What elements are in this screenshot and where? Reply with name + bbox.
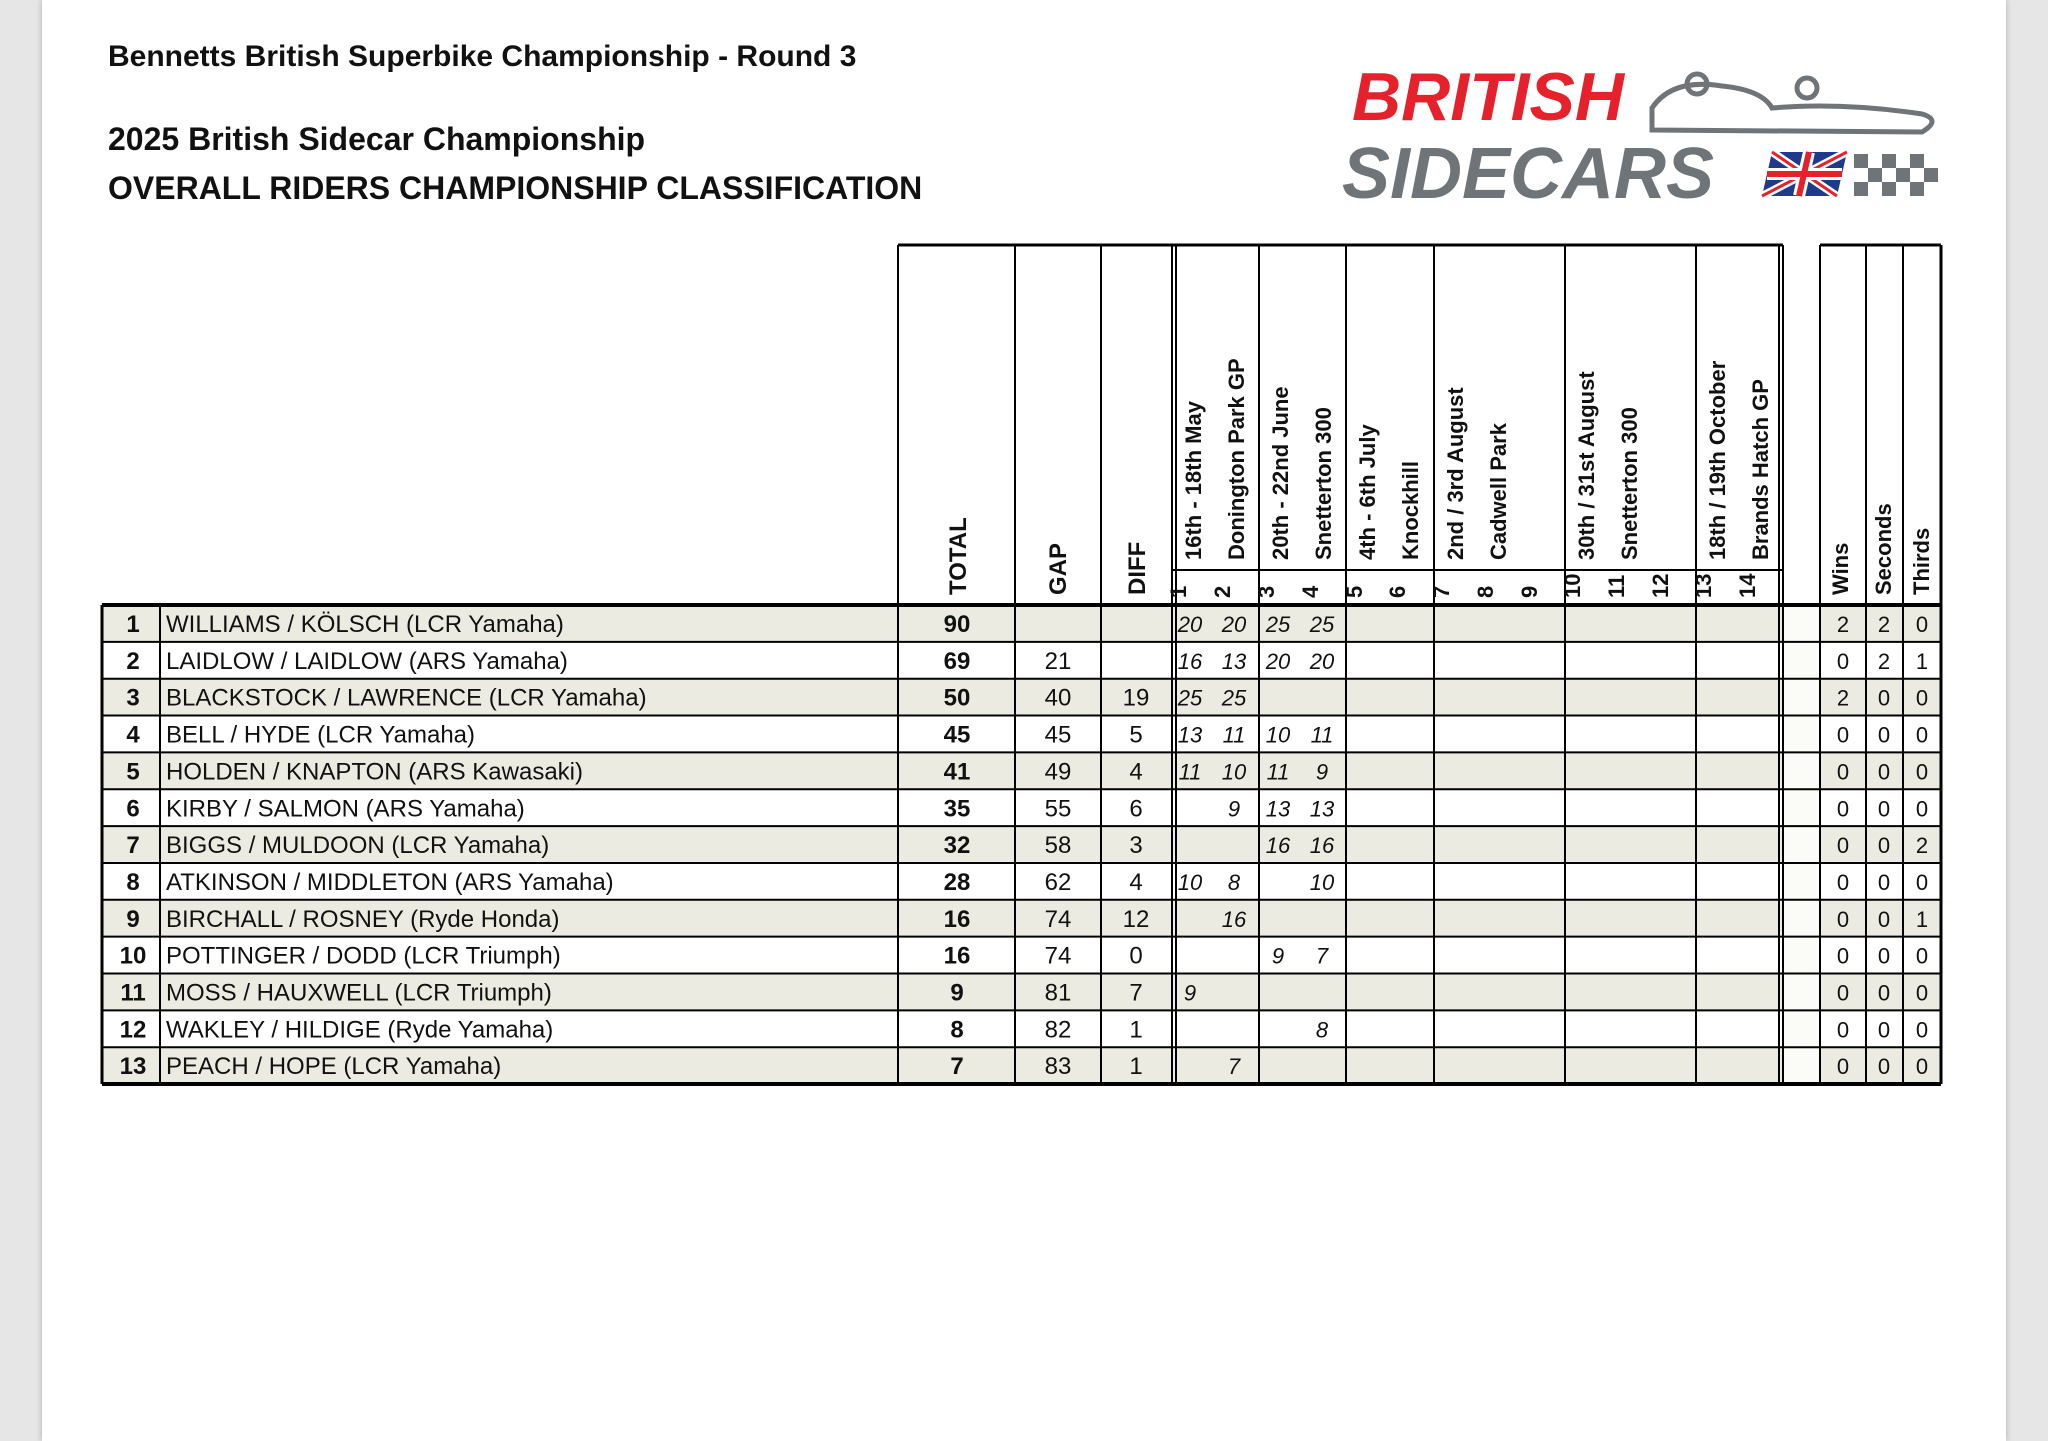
row-thirds: 0 <box>1915 759 1929 785</box>
row-diff: 12 <box>1122 905 1150 933</box>
race-points: 9 <box>1183 980 1197 1006</box>
row-total: 28 <box>943 868 971 896</box>
race-number: 11 <box>1604 574 1629 598</box>
header-total: TOTAL <box>945 517 972 595</box>
row-gap: 81 <box>1044 979 1072 1007</box>
race-points: 25 <box>1309 612 1335 637</box>
row-total: 9 <box>950 979 964 1007</box>
row-diff: 7 <box>1129 979 1143 1007</box>
row-diff: 1 <box>1129 1016 1143 1044</box>
race-points: 16 <box>1265 833 1291 859</box>
row-wins: 2 <box>1836 612 1850 637</box>
row-diff: 5 <box>1129 721 1143 749</box>
row-diff: 4 <box>1129 758 1143 786</box>
race-points: 11 <box>1222 722 1246 748</box>
header-gap: GAP <box>1045 542 1072 595</box>
row-wins: 0 <box>1836 648 1850 674</box>
row-name: WAKLEY / HILDIGE (Ryde Yamaha) <box>166 1016 554 1044</box>
row-name: BIRCHALL / ROSNEY (Ryde Honda) <box>166 905 560 933</box>
round-venue: Cadwell Park <box>1486 423 1511 560</box>
race-points: 16 <box>1309 833 1335 859</box>
race-number: 7 <box>1429 585 1454 598</box>
row-name: MOSS / HAUXWELL (LCR Triumph) <box>166 979 552 1007</box>
row-thirds: 0 <box>1915 612 1929 637</box>
row-name: LAIDLOW / LAIDLOW (ARS Yamaha) <box>166 647 568 675</box>
row-position: 5 <box>126 758 140 786</box>
row-position: 2 <box>126 647 140 675</box>
row-total: 90 <box>943 611 971 638</box>
race-number: 4 <box>1298 585 1323 598</box>
row-thirds: 2 <box>1915 833 1929 859</box>
row-seconds: 0 <box>1877 759 1891 785</box>
row-diff: 1 <box>1129 1053 1143 1081</box>
race-points: 8 <box>1315 1017 1329 1043</box>
race-points: 11 <box>1266 759 1290 785</box>
row-position: 7 <box>126 832 140 860</box>
row-seconds: 0 <box>1877 722 1891 748</box>
round-venue: Snetterton 300 <box>1311 407 1336 560</box>
race-number: 13 <box>1691 573 1716 598</box>
row-gap: 21 <box>1044 647 1072 675</box>
race-points: 11 <box>1310 722 1334 748</box>
row-diff: 4 <box>1129 868 1143 896</box>
row-total: 16 <box>943 905 971 933</box>
row-wins: 0 <box>1836 943 1850 969</box>
row-name: PEACH / HOPE (LCR Yamaha) <box>166 1053 502 1081</box>
row-name: KIRBY / SALMON (ARS Yamaha) <box>166 795 525 823</box>
race-points: 16 <box>1221 906 1247 932</box>
race-points: 10 <box>1265 722 1291 748</box>
race-points: 25 <box>1177 685 1203 711</box>
logo-line1: BRITISH <box>1352 68 1624 135</box>
header-seconds: Seconds <box>1871 503 1896 595</box>
row-wins: 0 <box>1836 869 1850 895</box>
row-seconds: 0 <box>1877 796 1891 822</box>
row-gap: 55 <box>1044 795 1072 823</box>
round-date: 16th - 18th May <box>1181 401 1206 560</box>
separator-column <box>1783 605 1820 1084</box>
race-number: 3 <box>1254 585 1279 598</box>
header-wins: Wins <box>1828 542 1853 595</box>
championship-title: 2025 British Sidecar Championship <box>108 121 646 157</box>
round-venue: Knockhill <box>1398 460 1423 560</box>
row-diff: 3 <box>1129 832 1143 860</box>
row-total: 8 <box>950 1016 964 1044</box>
race-points: 9 <box>1271 943 1285 969</box>
race-points: 20 <box>1177 612 1203 637</box>
row-total: 16 <box>943 942 971 970</box>
race-points: 25 <box>1221 685 1247 711</box>
row-position: 8 <box>126 868 140 896</box>
row-total: 7 <box>950 1053 964 1081</box>
row-total: 50 <box>943 684 971 712</box>
race-number: 9 <box>1517 585 1542 598</box>
event-title: Bennetts British Superbike Championship - Round 3 <box>108 40 857 73</box>
row-total: 69 <box>943 647 971 675</box>
classification-title: OVERALL RIDERS CHAMPIONSHIP CLASSIFICATION <box>108 170 923 206</box>
row-total: 45 <box>943 721 971 749</box>
round-date: 20th - 22nd June <box>1268 386 1293 560</box>
race-number: 14 <box>1735 573 1760 598</box>
header-diff: DIFF <box>1124 541 1151 595</box>
race-points: 13 <box>1265 796 1291 822</box>
row-name: BLACKSTOCK / LAWRENCE (LCR Yamaha) <box>166 684 647 712</box>
row-gap: 74 <box>1044 905 1072 933</box>
row-wins: 2 <box>1836 685 1850 711</box>
round-date: 30th / 31st August <box>1574 371 1599 560</box>
row-name: HOLDEN / KNAPTON (ARS Kawasaki) <box>166 758 583 786</box>
race-points: 8 <box>1227 869 1241 895</box>
row-thirds: 1 <box>1915 648 1929 674</box>
row-seconds: 0 <box>1877 869 1891 895</box>
row-position: 6 <box>126 795 140 823</box>
row-gap: 83 <box>1044 1053 1072 1081</box>
row-wins: 0 <box>1836 906 1850 932</box>
race-points: 9 <box>1315 759 1329 785</box>
row-position: 9 <box>126 905 140 933</box>
race-points: 9 <box>1227 796 1241 822</box>
race-points: 7 <box>1315 943 1329 969</box>
row-thirds: 0 <box>1915 869 1929 895</box>
row-thirds: 0 <box>1915 1017 1929 1043</box>
row-seconds: 2 <box>1877 648 1891 674</box>
row-position: 3 <box>126 684 140 712</box>
header-thirds: Thirds <box>1909 527 1934 595</box>
race-points: 10 <box>1177 869 1203 895</box>
race-points: 20 <box>1265 648 1291 674</box>
row-name: BIGGS / MULDOON (LCR Yamaha) <box>166 832 550 860</box>
row-wins: 0 <box>1836 1017 1850 1043</box>
row-position: 1 <box>126 611 140 638</box>
row-wins: 0 <box>1836 980 1850 1006</box>
row-thirds: 1 <box>1915 906 1929 932</box>
race-points: 20 <box>1309 648 1335 674</box>
row-wins: 0 <box>1836 1054 1850 1080</box>
row-name: POTTINGER / DODD (LCR Triumph) <box>166 942 561 970</box>
row-seconds: 0 <box>1877 943 1891 969</box>
row-total: 41 <box>943 758 971 786</box>
row-thirds: 0 <box>1915 685 1929 711</box>
row-wins: 0 <box>1836 722 1850 748</box>
row-position: 4 <box>126 721 140 749</box>
row-wins: 0 <box>1836 796 1850 822</box>
race-points: 7 <box>1227 1054 1241 1080</box>
row-thirds: 0 <box>1915 722 1929 748</box>
logo-line2: SIDECARS <box>1342 134 1715 214</box>
row-thirds: 0 <box>1915 796 1929 822</box>
race-number: 2 <box>1210 585 1235 598</box>
row-seconds: 0 <box>1877 980 1891 1006</box>
race-points: 13 <box>1309 796 1335 822</box>
row-seconds: 0 <box>1877 1054 1891 1080</box>
row-total: 35 <box>943 795 971 823</box>
round-venue: Snetterton 300 <box>1617 407 1642 560</box>
round-date: 4th - 6th July <box>1355 424 1380 560</box>
row-diff: 0 <box>1129 942 1143 970</box>
round-venue: Donington Park GP <box>1224 358 1249 560</box>
row-position: 11 <box>120 979 146 1007</box>
race-points: 13 <box>1221 648 1247 674</box>
row-diff: 6 <box>1129 795 1143 823</box>
row-name: ATKINSON / MIDDLETON (ARS Yamaha) <box>166 868 614 896</box>
row-gap: 45 <box>1044 721 1072 749</box>
row-seconds: 0 <box>1877 1017 1891 1043</box>
row-seconds: 0 <box>1877 685 1891 711</box>
row-position: 12 <box>119 1016 147 1044</box>
row-gap: 58 <box>1044 832 1072 860</box>
race-number: 1 <box>1166 585 1191 598</box>
race-number: 8 <box>1473 585 1498 598</box>
race-points: 10 <box>1221 759 1247 785</box>
round-date: 2nd / 3rd August <box>1443 387 1468 560</box>
race-number: 10 <box>1560 573 1585 598</box>
race-points: 20 <box>1221 612 1247 637</box>
race-number: 12 <box>1648 573 1673 598</box>
row-thirds: 0 <box>1915 943 1929 969</box>
row-wins: 0 <box>1836 833 1850 859</box>
row-seconds: 2 <box>1877 612 1891 637</box>
row-diff: 19 <box>1122 684 1150 712</box>
race-points: 11 <box>1178 759 1202 785</box>
row-thirds: 0 <box>1915 1054 1929 1080</box>
race-points: 13 <box>1177 722 1203 748</box>
round-venue: Brands Hatch GP <box>1748 379 1773 560</box>
race-points: 25 <box>1265 612 1291 637</box>
race-points: 10 <box>1309 869 1335 895</box>
row-gap: 82 <box>1044 1016 1072 1044</box>
row-seconds: 0 <box>1877 906 1891 932</box>
row-total: 32 <box>943 832 971 860</box>
row-gap: 62 <box>1044 868 1072 896</box>
row-position: 10 <box>119 942 147 970</box>
row-name: BELL / HYDE (LCR Yamaha) <box>166 721 476 749</box>
race-number: 5 <box>1342 585 1367 598</box>
row-gap: 74 <box>1044 942 1072 970</box>
round-date: 18th / 19th October <box>1705 360 1730 560</box>
race-points: 16 <box>1177 648 1203 674</box>
row-gap: 49 <box>1044 758 1072 786</box>
row-seconds: 0 <box>1877 833 1891 859</box>
row-position: 13 <box>119 1053 147 1081</box>
row-name: WILLIAMS / KÖLSCH (LCR Yamaha) <box>166 611 564 638</box>
row-thirds: 0 <box>1915 980 1929 1006</box>
row-wins: 0 <box>1836 759 1850 785</box>
race-number: 6 <box>1385 585 1410 598</box>
row-gap: 40 <box>1044 684 1072 712</box>
